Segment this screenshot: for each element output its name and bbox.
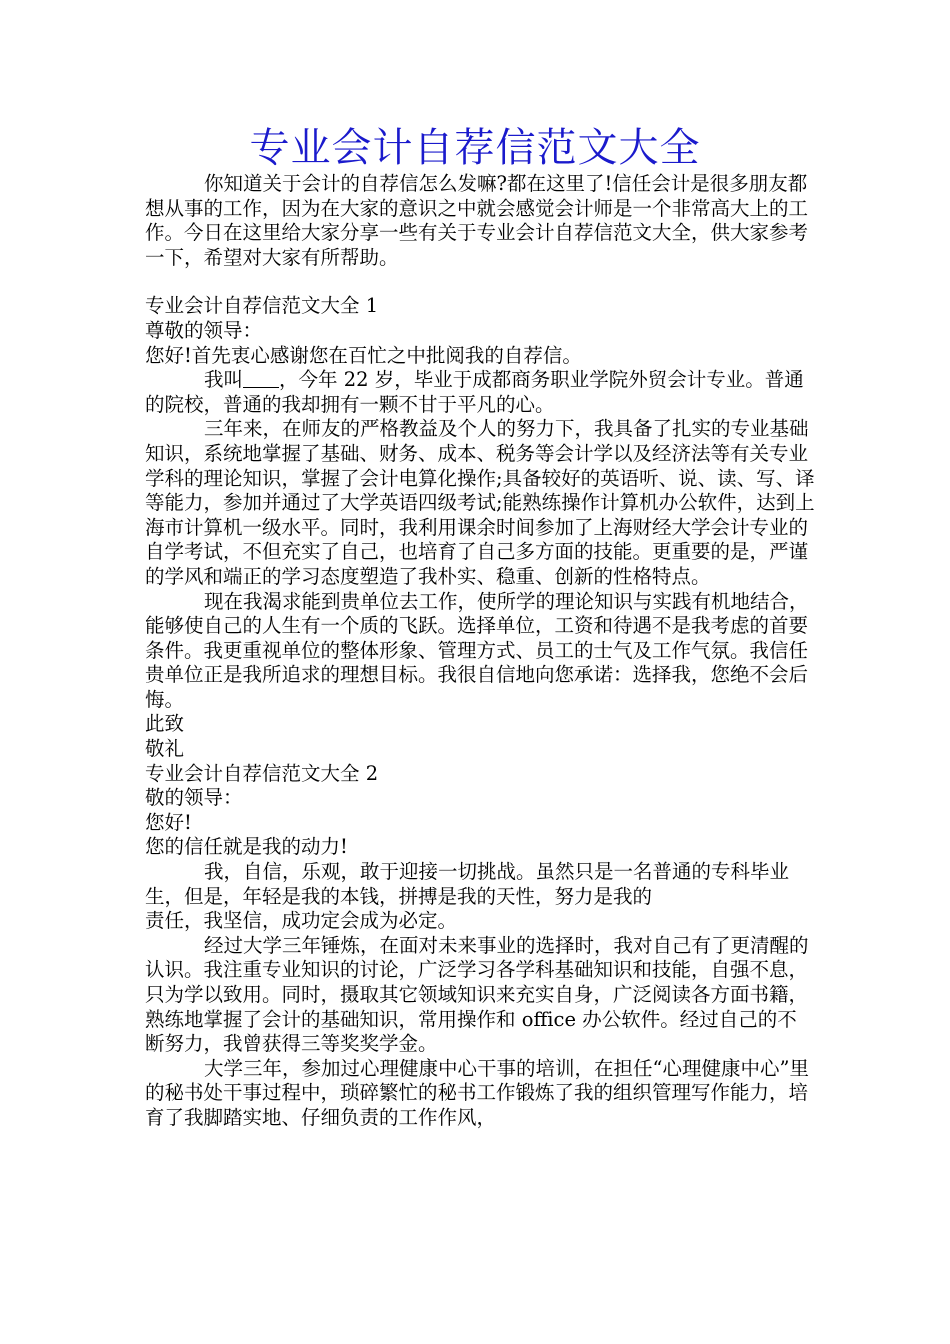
paragraph-gap [145, 270, 815, 294]
letter2-paragraph-3: 大学三年，参加过心理健康中心干事的培训，在担任“心理健康中心”里的秘书处干事过程中，琐碎繁忙的秘书工作锻炼了我的组织管理写作能力，培育了我脚踏实地、仔细负责的工作作风， [145, 1056, 809, 1129]
letter2-heading: 专业会计自荐信范文大全 2 [145, 761, 379, 785]
letter1-closing-1: 此致 [145, 712, 185, 736]
letter1-greeting: 您好!首先衷心感谢您在百忙之中批阅我的自荐信。 [145, 343, 582, 367]
letter2-greeting: 您好! [145, 810, 192, 834]
letter1-p1-before: 我叫 [204, 368, 244, 392]
letter1-salutation: 尊敬的领导： [145, 318, 263, 342]
letter1-paragraph-1 [145, 368, 815, 417]
letter1-p1-after: ，今年 22 岁，毕业于成都商务职业学院外贸会计专业。普通的院校，普通的我却拥有一颗不甘于平凡的心。 [145, 368, 804, 416]
letter2-paragraph-1-continued: 责任，我坚信，成功定会成为必定。 [145, 909, 458, 933]
name-blank [243, 369, 279, 388]
letter1-paragraph-2: 三年来，在师友的严格教益及个人的努力下，我具备了扎实的专业基础知识，系统地掌握了基础、财务、成本、税务等会计学以及经济法等有关专业学科的理论知识，掌握了会计电算化操作;具备较好的英语听、说、读、写、译等能力，参加并通过了大学英语四级考试;能熟练操作计算机办公软件，达到上海市计算机一级水平。同时，我利用课余时间参加了上海财经大学会计专业的自学考试，不但充实了自己，也培育了自己多方面的技能。更重要的是，严谨的学风和端正的学习态度塑造了我朴实、稳重、创新的性格特点。 [145, 417, 815, 588]
document-body [145, 172, 815, 1131]
letter1-paragraph-3: 现在我渴求能到贵单位去工作，使所学的理论知识与实践有机地结合，能够使自己的人生有一个质的飞跃。选择单位，工资和待遇不是我考虑的首要条件。我更重视单位的整体形象、管理方式、员工的士气及工作气氛。我信任贵单位正是我所追求的理想目标。我很自信地向您承诺：选择我，您绝不会后悔。 [145, 589, 809, 711]
letter2-paragraph-1: 我，自信，乐观，敢于迎接一切挑战。虽然只是一名普通的专科毕业生，但是，年轻是我的本钱，拼搏是我的天性，努力是我的 [145, 860, 790, 908]
intro-paragraph: 你知道关于会计的自荐信怎么发嘛?都在这里了!信任会计是很多朋友都想从事的工作，因为在大家的意识之中就会感觉会计师是一个非常高大上的工作。今日在这里给大家分享一些有关于专业会计自荐信范文大全，供大家参考一下，希望对大家有所帮助。 [145, 172, 809, 269]
document-title: 专业会计自荐信范文大全 [249, 125, 701, 171]
letter2-line-1: 您的信任就是我的动力! [145, 835, 348, 859]
letter2-paragraph-2: 经过大学三年锤炼，在面对未来事业的选择时，我对自己有了更清醒的认识。我注重专业知识的讨论，广泛学习各学科基础知识和技能，自强不息，只为学以致用。同时，摄取其它领域知识来充实自身，广泛阅读各方面书籍，熟练地掌握了会计的基础知识，常用操作和 office 办公软件。经过自己的不断努力，我曾获得三等奖奖学金。 [145, 933, 809, 1056]
letter1-closing-2: 敬礼 [145, 737, 185, 761]
letter1-heading: 专业会计自荐信范文大全 1 [145, 294, 379, 318]
letter2-salutation: 敬的领导： [145, 786, 243, 810]
